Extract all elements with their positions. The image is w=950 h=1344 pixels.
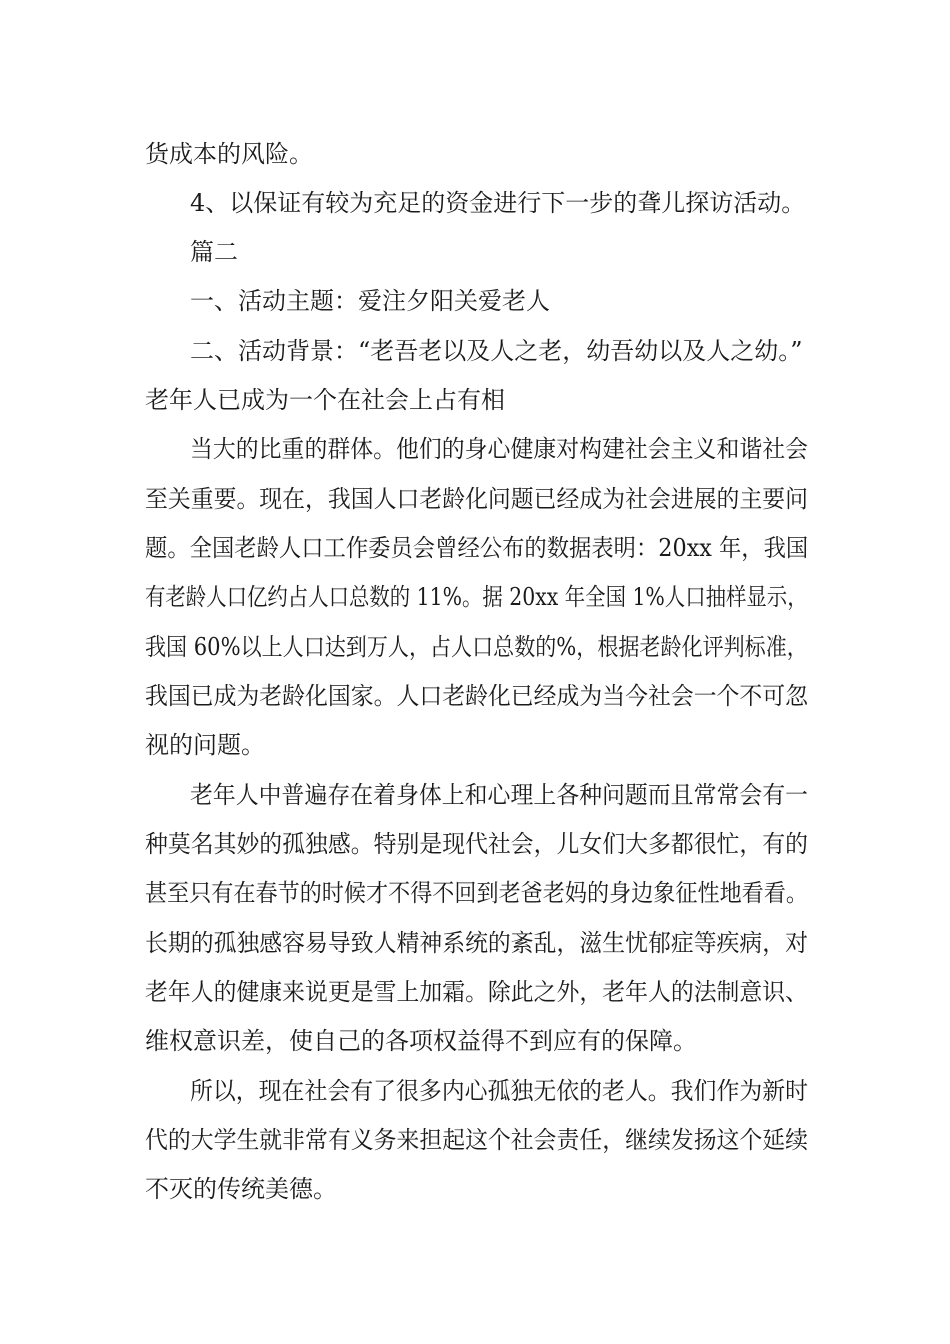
text-line: 种莫名其妙的孤独感。特别是现代社会，儿女们大多都很忙，有的 bbox=[145, 830, 809, 858]
text-line: 至关重要。现在，我国人口老龄化问题已经成为社会进展的主要问 bbox=[145, 485, 809, 513]
text-line: 代的大学生就非常有义务来担起这个社会责任，继续发扬这个延续 bbox=[145, 1126, 809, 1154]
text-line: 货成本的风险。 bbox=[145, 140, 313, 168]
text-line: 我国 60%以上人口达到万人，占人口总数的%，根据老龄化评判标准， bbox=[145, 633, 808, 661]
activity-background-line: 二、活动背景：“老吾老以及人之老，幼吾幼以及人之幼。” bbox=[190, 337, 803, 365]
text-line: 我国已成为老龄化国家。人口老龄化已经成为当今社会一个不可忽 bbox=[145, 682, 809, 710]
text-line: 当大的比重的群体。他们的身心健康对构建社会主义和谐社会 bbox=[190, 435, 808, 463]
text-line: 题。全国老龄人口工作委员会曾经公布的数据表明：20xx 年，我国 bbox=[145, 534, 809, 562]
text-line: 不灭的传统美德。 bbox=[145, 1175, 337, 1203]
text-line: 视的问题。 bbox=[145, 731, 265, 759]
text-line: 老年人已成为一个在社会上占有相 bbox=[145, 386, 505, 414]
text-line: 长期的孤独感容易导致人精神系统的紊乱，滋生忧郁症等疾病，对 bbox=[145, 929, 809, 957]
text-line: 老年人的健康来说更是雪上加霜。除此之外，老年人的法制意识、 bbox=[145, 978, 809, 1006]
text-line: 所以，现在社会有了很多内心孤独无依的老人。我们作为新时 bbox=[190, 1077, 808, 1105]
text-line: 4、以保证有较为充足的资金进行下一步的聋儿探访活动。 bbox=[190, 189, 806, 217]
text-line: 老年人中普遍存在着身体上和心理上各种问题而且常常会有一 bbox=[190, 781, 808, 809]
text-line: 有老龄人口亿约占人口总数的 11%。据 20xx 年全国 1%人口抽样显示， bbox=[145, 583, 808, 611]
text-line: 甚至只有在春节的时候才不得不回到老爸老妈的身边象征性地看看。 bbox=[145, 879, 808, 907]
section-heading: 篇二 bbox=[190, 238, 238, 266]
text-line: 维权意识差，使自己的各项权益得不到应有的保障。 bbox=[145, 1027, 697, 1055]
activity-theme-line: 一、活动主题：爱注夕阳关爱老人 bbox=[190, 287, 550, 315]
